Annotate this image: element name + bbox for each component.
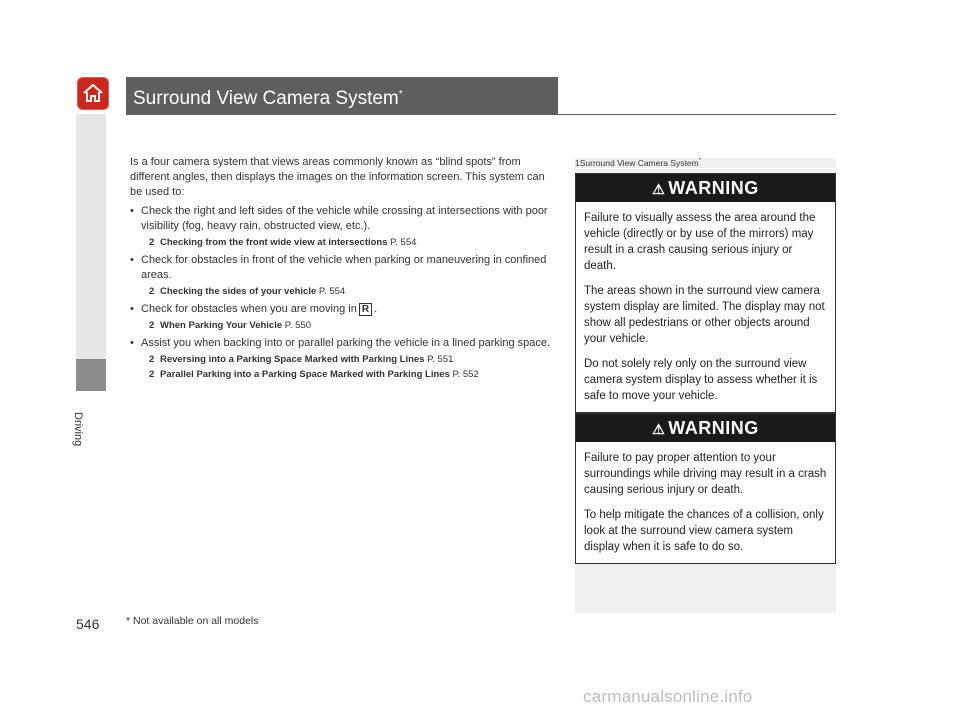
main-content (130, 155, 555, 383)
warning-body: Failure to visually assess the area around the vehicle (directly or by use of the mirrors) may result in a crash causing serious injury or death. The areas shown in the surround view camera system display are limited. The display may not show all pedestrians or other objects around your vehicle. Do not solely rely only on the surround view camera system display to assess whether it is safe to move your vehicle. (584, 212, 825, 402)
warning-box (575, 413, 836, 564)
section-label: Driving (72, 412, 84, 447)
section-strip (76, 114, 106, 359)
sidebar-heading: 1Surround View Camera System* (575, 158, 836, 169)
list-item: • Check the right and left sides of the vehicle while crossing at intersections with poor visibility (fog, heavy rain, obstructed view, etc.). (130, 204, 555, 234)
intro-paragraph: Is a four camera system that views areas commonly known as “blind spots” from different angles, then displays the images on the information screen. This system can be used to: (130, 156, 545, 198)
cross-reference-link[interactable]: 2 Reversing into a Parking Space Marked with Parking Lines P. 551 (149, 354, 454, 365)
home-button[interactable] (77, 77, 109, 110)
page-title: Surround View Camera System* (133, 88, 403, 109)
section-tab[interactable] (76, 359, 106, 391)
title-underline (126, 114, 836, 115)
list-item: • Check for obstacles when you are moving in R . (130, 302, 555, 317)
watermark: carmanualsonline.info (583, 687, 753, 706)
warning-triangle-icon: ⚠ (652, 181, 666, 197)
warning-header: ⚠ WARNING (576, 414, 835, 442)
warning-body: Failure to pay proper attention to your surroundings while driving may result in a crash causing serious injury or death. To help mitigate the chances of a collision, only look at the surround view camera system display when it is safe to do so. (584, 452, 827, 553)
list-item: • Check for obstacles in front of the vehicle when parking or maneuvering in confined areas. (130, 253, 555, 283)
reference-arrow-icon: 2 (149, 354, 155, 365)
reference-arrow-icon: 2 (149, 369, 155, 380)
cross-reference-link[interactable]: 2 Checking the sides of your vehicle P. 554 (149, 286, 346, 297)
footnote: * Not available on all models (126, 615, 259, 627)
reference-arrow-icon: 2 (149, 320, 155, 331)
reference-arrow-icon: 2 (149, 237, 155, 248)
cross-reference-link[interactable]: 2 When Parking Your Vehicle P. 550 (149, 320, 312, 331)
reverse-gear-key: R (359, 303, 372, 316)
page-number: 546 (76, 616, 100, 632)
cross-reference-link[interactable]: 2 Checking from the front wide view at intersections P. 554 (149, 237, 417, 248)
reference-arrow-icon: 2 (149, 286, 155, 297)
home-icon (82, 82, 104, 104)
warning-triangle-icon: ⚠ (652, 421, 666, 437)
list-item: • Assist you when backing into or parallel parking the vehicle in a lined parking space. (130, 336, 555, 351)
warning-header: ⚠ WARNING (576, 174, 835, 202)
warning-box (575, 173, 836, 413)
cross-reference-link[interactable]: 2 Parallel Parking into a Parking Space Marked with Parking Lines P. 552 (149, 369, 479, 380)
